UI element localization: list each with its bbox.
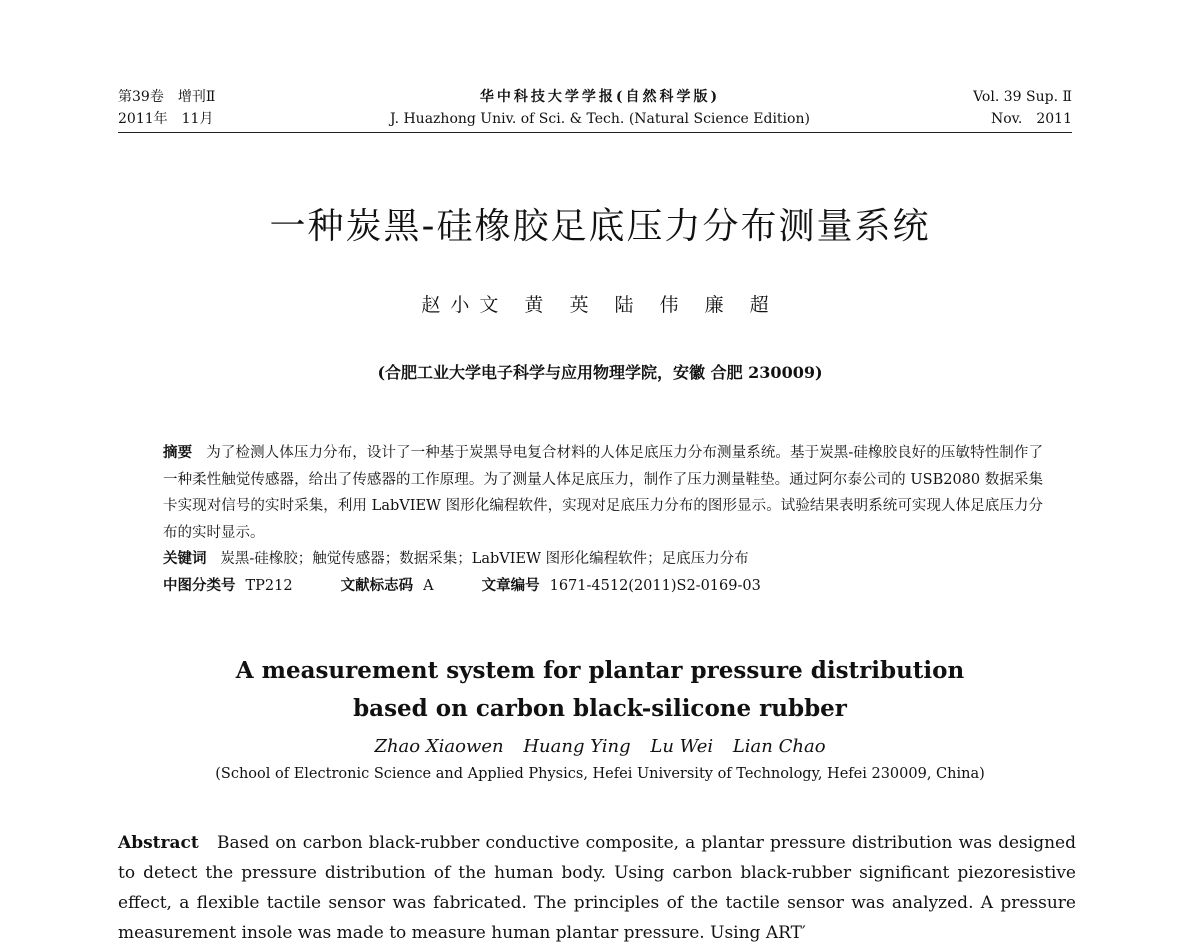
- article-no-label: 文章编号: [481, 576, 540, 594]
- affiliation-cn: (合肥工业大学电子科学与应用物理学院，安徽 合肥 230009): [377, 363, 823, 382]
- author-en: Huang Ying: [523, 736, 631, 757]
- authors-cn: 赵小文 黄 英 陆 伟 廉 超: [421, 294, 779, 316]
- header-volume-info: [118, 86, 215, 130]
- abstract-cn: [163, 440, 1043, 546]
- classification-line: [163, 573, 1043, 600]
- author-en: Zhao Xiaowen: [374, 736, 504, 757]
- paper-title-cn: 一种炭黑-硅橡胶足底压力分布测量系统: [269, 206, 931, 247]
- header-date-cn: 2011年 11月: [118, 111, 214, 127]
- paper-title-en: [0, 652, 1200, 728]
- abstract-en-block: [118, 828, 1076, 948]
- abstract-cn-label: 摘要: [163, 444, 193, 461]
- clc-value: TP212: [245, 577, 293, 594]
- journal-name-en: J. Huazhong Univ. of Sci. & Tech. (Natural Science Edition): [390, 111, 810, 127]
- keywords-cn-text: 炭黑-硅橡胶；触觉传感器；数据采集；LabVIEW 图形化编程软件；足底压力分布: [220, 551, 749, 567]
- abstract-cn-text: 为了检测人体压力分布，设计了一种基于炭黑导电复合材料的人体足底压力分布测量系统。基于炭黑-硅橡胶良好的压敏特性制作了一种柔性触觉传感器，给出了传感器的工作原理。为了测量人体足底压力，制作了压力测量鞋垫。通过阿尔泰公司的 USB2080 数据采集卡实现对信号的实时采集，利用 LabVIEW 图形化编程软件，实现对足底压力分布的图形显示。试验结果表明系统可实现人体足底压力分布的实时显示。: [163, 445, 1043, 541]
- paper-title-en-line2: based on carbon black-silicone rubber: [353, 695, 847, 722]
- header-volume: 第39卷 增刊Ⅱ: [118, 89, 216, 105]
- header-volume-en: Vol. 39 Sup. Ⅱ: [973, 89, 1072, 105]
- paper-title-en-line1: A measurement system for plantar pressure distribution: [235, 657, 965, 684]
- abstract-en-label: Abstract: [118, 833, 199, 853]
- journal-name-cn: 华中科技大学学报(自然科学版): [479, 89, 721, 105]
- header-rule: [118, 132, 1072, 133]
- abstract-en-text: Based on carbon black-rubber conductive composite, a plantar pressure distribution was designed to detect the pressure distribution of the human body. Using carbon black-rubber significant piezoresistive effect, a flexible tactile sensor was fabricated. The principles of the tactile sensor was analyzed. A pressure measurement insole was made to measure human plantar pressure. Using ART′: [118, 833, 1076, 943]
- header-journal-name: [300, 86, 900, 130]
- doc-code-value: A: [423, 577, 434, 594]
- author-en: Lian Chao: [732, 736, 826, 757]
- affiliation-en: (School of Electronic Science and Applied Physics, Hefei University of Technology, Hefei 230009, China): [215, 766, 985, 782]
- header-date-en: Nov. 2011: [990, 111, 1072, 127]
- article-no-value: 1671-4512(2011)S2-0169-03: [549, 577, 761, 594]
- keywords-cn: [163, 546, 1043, 573]
- doc-code-label: 文献标志码: [340, 576, 414, 594]
- authors-en: [0, 736, 1200, 757]
- header-volume-info-en: [973, 86, 1072, 130]
- author-en: Lu Wei: [650, 736, 714, 757]
- abstract-cn-block: [163, 440, 1043, 599]
- clc-label: 中图分类号: [163, 576, 236, 594]
- keywords-cn-label: 关键词: [163, 550, 207, 567]
- abstract-en: [118, 828, 1076, 948]
